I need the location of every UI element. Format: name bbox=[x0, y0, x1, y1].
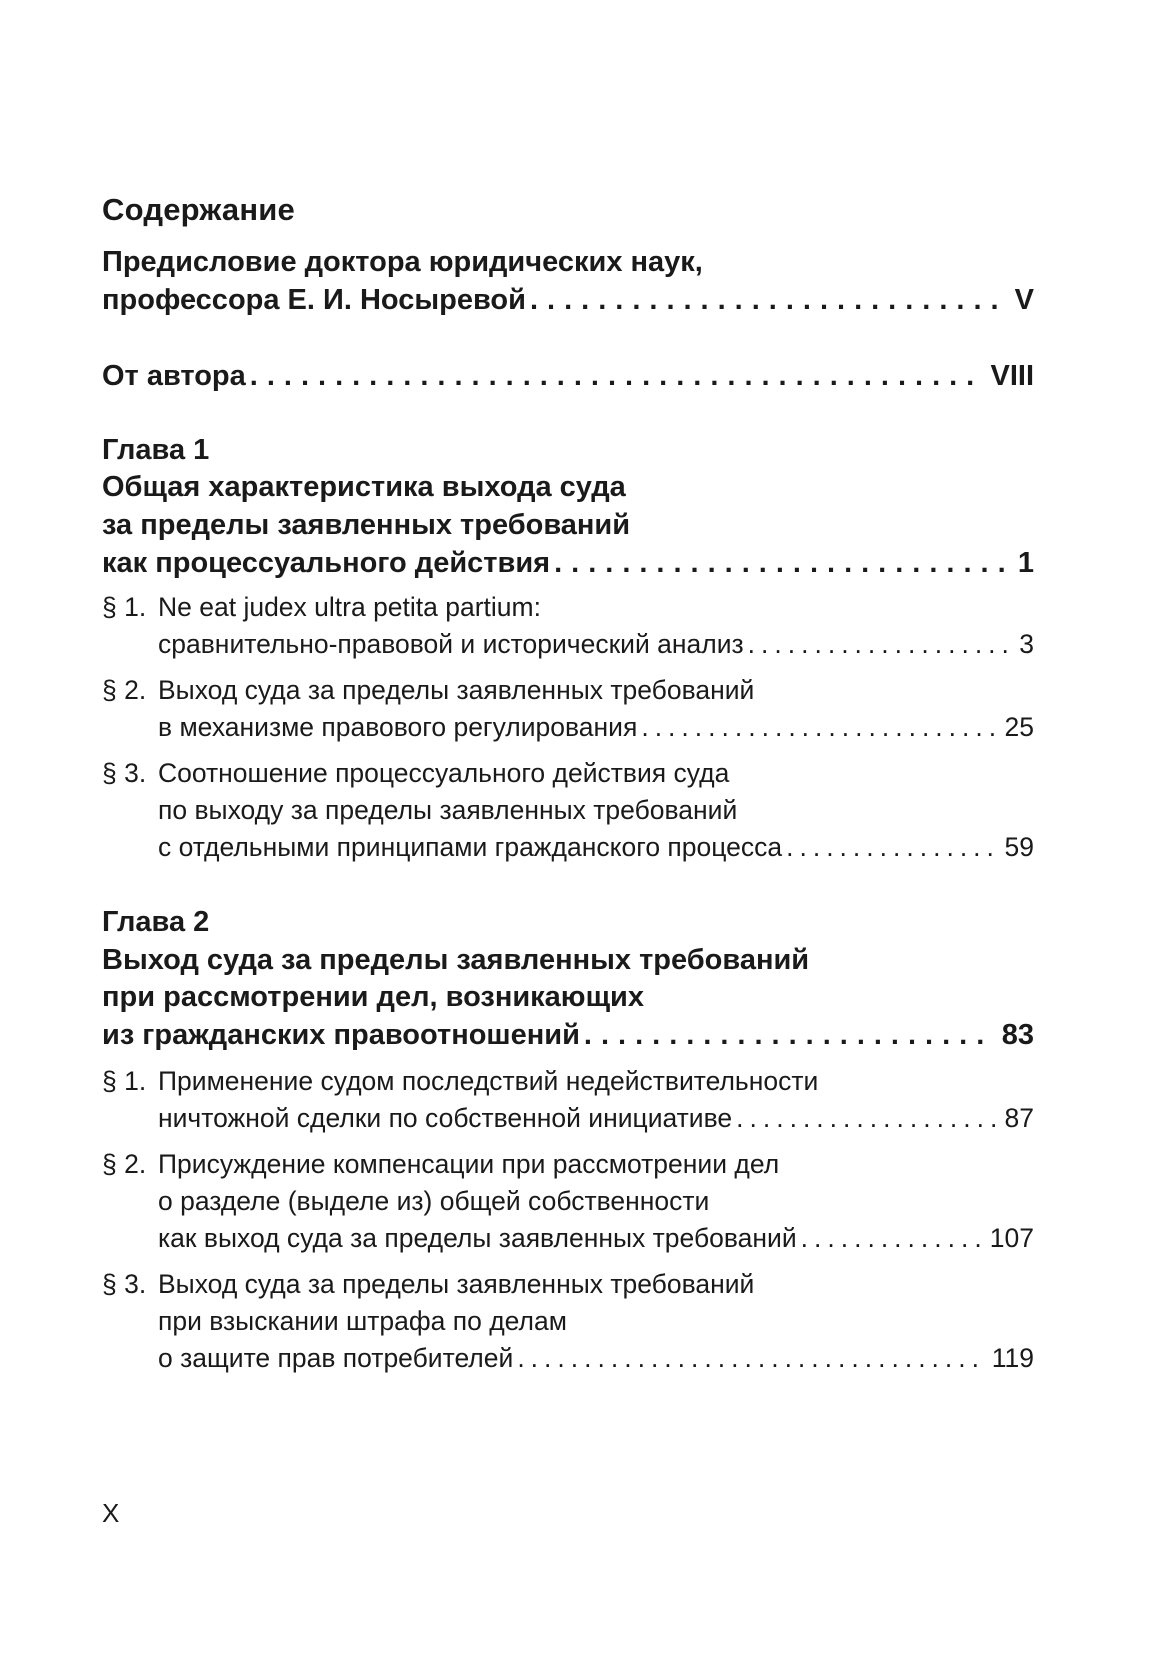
dot-leader bbox=[554, 543, 1008, 583]
section-entry bbox=[102, 588, 1034, 626]
chapter-title-line: Общая характеристика выхода суда bbox=[102, 471, 626, 503]
page-number: 1 bbox=[1017, 547, 1034, 579]
toc-entry-preface-line1: Предисловие доктора юридических наук, bbox=[102, 246, 703, 278]
toc-entry-author bbox=[102, 356, 1034, 396]
section-title-line: Соотношение процессуального действия суда bbox=[158, 758, 730, 788]
page-number: 25 bbox=[1004, 712, 1034, 742]
page-number: 87 bbox=[1004, 1103, 1034, 1133]
dot-leader bbox=[748, 625, 1014, 663]
chapter-label: Глава 2 bbox=[102, 906, 210, 938]
page-number: 59 bbox=[1004, 832, 1034, 862]
section-entry bbox=[102, 671, 1034, 709]
section-title-line: с отдельными принципами гражданского процесса bbox=[158, 832, 783, 862]
section-title-line: по выходу за пределы заявленных требований bbox=[158, 795, 738, 825]
section-title-line: Выход суда за пределы заявленных требований bbox=[158, 675, 755, 705]
toc-entry-chapter-1 bbox=[102, 543, 1034, 583]
section-number: § 2. bbox=[102, 1149, 147, 1179]
section-entry-last-line bbox=[158, 625, 1034, 663]
dot-leader bbox=[584, 1015, 992, 1055]
section-entry bbox=[102, 1265, 1034, 1303]
section-number: § 2. bbox=[102, 675, 147, 705]
dot-leader bbox=[250, 356, 981, 396]
section-number: § 3. bbox=[102, 1269, 147, 1299]
section-number: § 1. bbox=[102, 1066, 147, 1096]
section-title-line: Ne eat judex ultra petita partium: bbox=[158, 592, 541, 622]
section-entry bbox=[102, 754, 1034, 792]
dot-leader bbox=[517, 1339, 985, 1377]
section-entry bbox=[102, 1145, 1034, 1183]
page-number: 119 bbox=[991, 1343, 1034, 1373]
toc-entry-preface-line2: профессора Е. И. Носыревой bbox=[102, 284, 526, 316]
section-entry-last-line bbox=[158, 1339, 1034, 1377]
section-title-line: Выход суда за пределы заявленных требований bbox=[158, 1269, 755, 1299]
section-title-line: при взыскании штрафа по делам bbox=[158, 1306, 567, 1336]
dot-leader bbox=[736, 1099, 998, 1137]
dot-leader bbox=[786, 828, 998, 866]
page-number: 107 bbox=[989, 1223, 1034, 1253]
chapter-title-line: при рассмотрении дел, возникающих bbox=[102, 981, 644, 1013]
section-number: § 3. bbox=[102, 758, 147, 788]
page-number: 83 bbox=[1001, 1019, 1034, 1051]
page-title: Содержание bbox=[102, 192, 295, 227]
toc-entry-chapter-2 bbox=[102, 1015, 1034, 1055]
toc-entry-title: От автора bbox=[102, 360, 246, 392]
chapter-title-line: Выход суда за пределы заявленных требований bbox=[102, 944, 810, 976]
section-title-line: о защите прав потребителей bbox=[158, 1343, 514, 1373]
toc-entry-preface bbox=[102, 280, 1034, 320]
section-entry-last-line bbox=[158, 828, 1034, 866]
section-title-line: сравнительно-правовой и исторический анализ bbox=[158, 629, 744, 659]
chapter-title-line: как процессуального действия bbox=[102, 547, 551, 579]
section-title-line: о разделе (выделе из) общей собственности bbox=[158, 1186, 710, 1216]
section-title-line: Присуждение компенсации при рассмотрении дел bbox=[158, 1149, 780, 1179]
chapter-title-line: из гражданских правоотношений bbox=[102, 1019, 580, 1051]
section-title-line: ничтожной сделки по собственной инициативе bbox=[158, 1103, 733, 1133]
section-entry-last-line bbox=[158, 1099, 1034, 1137]
section-entry bbox=[102, 1062, 1034, 1100]
dot-leader bbox=[530, 280, 1005, 320]
page-folio: X bbox=[102, 1498, 120, 1528]
chapter-label: Глава 1 bbox=[102, 434, 210, 466]
section-entry-last-line bbox=[158, 708, 1034, 746]
page-number: V bbox=[1014, 284, 1034, 316]
chapter-title-line: за пределы заявленных требований bbox=[102, 509, 631, 541]
section-title-line: в механизме правового регулирования bbox=[158, 712, 638, 742]
section-number: § 1. bbox=[102, 592, 147, 622]
dot-leader bbox=[801, 1219, 984, 1257]
section-title-line: Применение судом последствий недействительности bbox=[158, 1066, 819, 1096]
section-entry-last-line bbox=[158, 1219, 1034, 1257]
page-number: VIII bbox=[990, 360, 1034, 392]
page-number: 3 bbox=[1019, 629, 1034, 659]
section-title-line: как выход суда за пределы заявленных требований bbox=[158, 1223, 797, 1253]
dot-leader bbox=[641, 708, 998, 746]
